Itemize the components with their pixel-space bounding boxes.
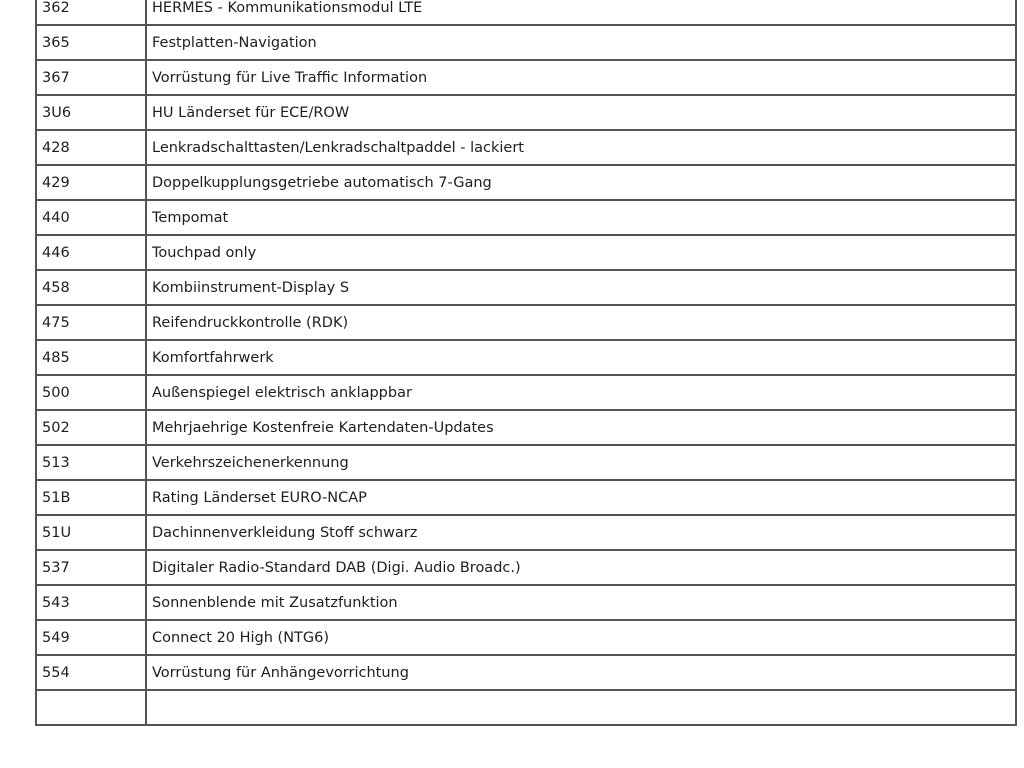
table-row: [36, 165, 1016, 200]
table-row: [36, 585, 1016, 620]
table-body: [36, 0, 1016, 725]
option-code-cell: 502: [36, 410, 146, 445]
option-description-cell: Doppelkupplungsgetriebe automatisch 7-Gang: [146, 165, 1016, 200]
option-description-cell: Touchpad only: [146, 235, 1016, 270]
option-description-cell: Tempomat: [146, 200, 1016, 235]
table-row: [36, 445, 1016, 480]
option-code-cell: 51B: [36, 480, 146, 515]
option-code-cell: 365: [36, 25, 146, 60]
option-description-cell: Außenspiegel elektrisch anklappbar: [146, 375, 1016, 410]
option-code-cell: 51U: [36, 515, 146, 550]
table-row: [36, 270, 1016, 305]
option-description-cell: Dachinnenverkleidung Stoff schwarz: [146, 515, 1016, 550]
option-description-cell: Sonnenblende mit Zusatzfunktion: [146, 585, 1016, 620]
table-row: [36, 515, 1016, 550]
option-description-cell: Rating Länderset EURO-NCAP: [146, 480, 1016, 515]
option-description-cell: Vorrüstung für Live Traffic Information: [146, 60, 1016, 95]
option-description-cell: Lenkradschalttasten/Lenkradschaltpaddel - lackiert: [146, 130, 1016, 165]
option-description-cell: Reifendruckkontrolle (RDK): [146, 305, 1016, 340]
option-description-cell: [146, 690, 1016, 725]
option-description-cell: Mehrjaehrige Kostenfreie Kartendaten-Updates: [146, 410, 1016, 445]
option-code-cell: 458: [36, 270, 146, 305]
option-code-cell: 429: [36, 165, 146, 200]
table-row: [36, 655, 1016, 690]
table-row: [36, 620, 1016, 655]
option-code-cell: 543: [36, 585, 146, 620]
table-row: [36, 200, 1016, 235]
equipment-code-table: [35, 0, 1017, 726]
table-row: [36, 25, 1016, 60]
option-code-cell: 549: [36, 620, 146, 655]
table-row: [36, 375, 1016, 410]
table-row: [36, 480, 1016, 515]
option-description-cell: Kombiinstrument-Display S: [146, 270, 1016, 305]
option-code-cell: 367: [36, 60, 146, 95]
option-code-cell: 513: [36, 445, 146, 480]
table-row: [36, 410, 1016, 445]
option-code-cell: 440: [36, 200, 146, 235]
option-description-cell: Vorrüstung für Anhängevorrichtung: [146, 655, 1016, 690]
option-description-cell: HERMES - Kommunikationsmodul LTE: [146, 0, 1016, 25]
option-description-cell: Verkehrszeichenerkennung: [146, 445, 1016, 480]
table-row: [36, 550, 1016, 585]
table-row: [36, 95, 1016, 130]
option-code-cell: 362: [36, 0, 146, 25]
option-code-cell: 428: [36, 130, 146, 165]
option-code-cell: 537: [36, 550, 146, 585]
table-row: [36, 305, 1016, 340]
option-code-cell: 475: [36, 305, 146, 340]
table-row: [36, 0, 1016, 25]
option-description-cell: Festplatten-Navigation: [146, 25, 1016, 60]
table-row: [36, 235, 1016, 270]
option-code-cell: [36, 690, 146, 725]
option-code-cell: 446: [36, 235, 146, 270]
option-code-cell: 554: [36, 655, 146, 690]
table-row: [36, 690, 1016, 725]
option-description-cell: HU Länderset für ECE/ROW: [146, 95, 1016, 130]
option-code-cell: 3U6: [36, 95, 146, 130]
option-description-cell: Connect 20 High (NTG6): [146, 620, 1016, 655]
table-row: [36, 340, 1016, 375]
option-code-cell: 485: [36, 340, 146, 375]
option-description-cell: Komfortfahrwerk: [146, 340, 1016, 375]
table-row: [36, 130, 1016, 165]
table-row: [36, 60, 1016, 95]
option-code-cell: 500: [36, 375, 146, 410]
option-description-cell: Digitaler Radio-Standard DAB (Digi. Audio Broadc.): [146, 550, 1016, 585]
